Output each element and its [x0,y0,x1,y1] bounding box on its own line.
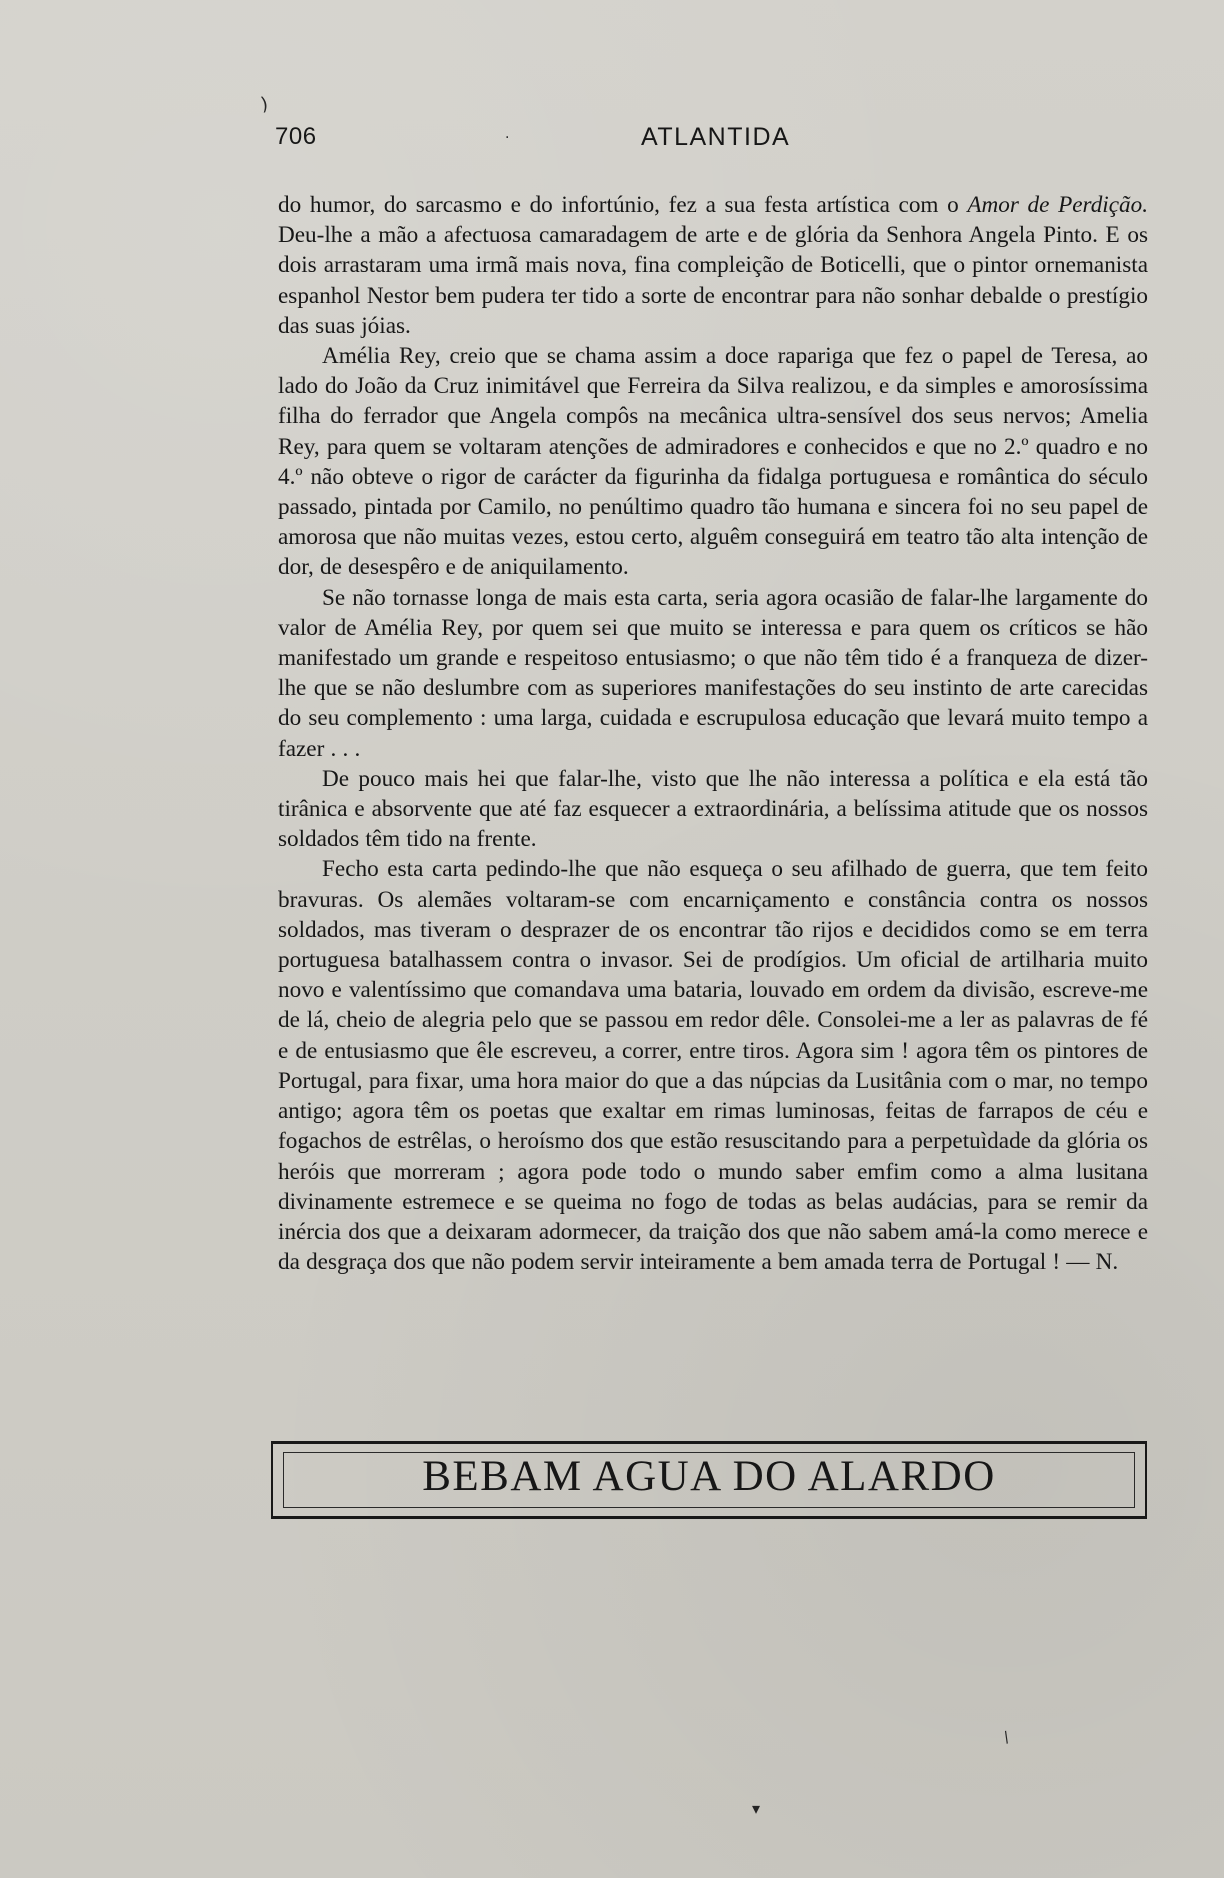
paragraph-3: Se não tornasse longa de mais esta carta, seria agora ocasião de falar-lhe largamente do valor de Amélia Rey, por quem sei que muito se interessa e para quem os críticos se hão manifestado um grande e respeitoso entusiasmo; o que não têm tido é a franqueza de dizer-lhe que se não deslumbre com as superiores manifestações do seu instinto de arte carecidas do seu complemento : uma larga, cuidada e escrupulosa educação que levará muito tempo a fazer . . . [278,584,1148,762]
advertisement-box [271,1441,1147,1519]
paragraph-1 [278,190,1148,341]
ink-speck-mark: · [505,130,510,146]
page-number: 706 [275,123,317,150]
work-title-italic: Amor de Perdição. [967,192,1148,218]
article-body [278,190,1148,1277]
advertisement-text: BEBAM AGUA DO ALARDO [422,1453,996,1500]
paragraph-5: Fecho esta carta pedindo-lhe que não esqueça o seu afilhado de guerra, que tem feito bravuras. Os alemães voltaram-se com encarniçamento e constância contra os nossos soldados, mas tiveram o desprazer de os encontrar tão rijos e decididos como se em terra portuguesa batalhassem contra o invasor. Sei de prodígios. Um oficial de artilharia muito novo e valentíssimo que comandava uma bataria, louvado em ordem da divisão, escreve-me de lá, cheio de alegria pelo que se passou em redor dêle. Consolei-me a ler as palavras de fé e de entusiasmo que êle escreveu, a correr, entre tiros. Agora sim ! agora têm os pintores de Portugal, para fixar, uma hora maior do que a das núpcias da Lusitânia com o mar, no tempo antigo; agora têm os poetas que exaltar em rimas luminosas, feitas de farrapos de céu e fogachos de estrêlas, o heroísmo dos que estão resuscitando para a perpetuìdade da glória os heróis que morreram ; agora pode todo o mundo saber emfim como a alma lusitana divinamente estremece e se queima no fogo de todas as belas audácias, para se remir da inércia dos que a deixaram adormecer, da traição dos que não sabem amá-la como merece e da desgraça dos que não podem servir inteiramente a bem amada terra de Portugal ! — N. [278,856,1148,1276]
paragraph-4: De pouco mais hei que falar-lhe, visto que lhe não interessa a política e ela está tão tirânica e absorvente que até faz esquecer a extraordinária, a belíssima atitude que os nossos soldados têm tido na frente. [278,765,1148,853]
ink-speck-mark: ▾ [752,1799,761,1818]
paragraph-2: Amélia Rey, creio que se chama assim a doce rapariga que fez o papel de Teresa, ao lado do João da Cruz inimitável que Ferreira da Silva realizou, e da simples e amorosíssima filha do ferrador que Angela compôs na mecânica ultra-sensível dos seus nervos; Amelia Rey, para quem se voltaram atenções de admiradores e conhecidos e que no 2.º quadro e no 4.º não obteve o rigor de carácter da figurinha da fidalga portuguesa e romântica do século passado, pintada por Camilo, no penúltimo quadro tão humana e sincera foi no seu papel de amorosa que não muitas vezes, estou certo, alguêm conseguirá em teatro tão alta intenção de dor, de desespêro e de aniquilamento. [278,343,1148,581]
page-header [275,123,1145,155]
ink-speck-mark: ) [259,93,270,116]
paragraph-1-end: Deu-lhe a mão a afectuosa camaradagem de arte e de glória da Senhora Angela Pinto. E os dois arrastaram uma irmã mais nova, fina compleição de Boticelli, que o pintor ornemanista espanhol Nestor bem pudera ter tido a sorte de encontrar para não sonhar debalde o prestígio das suas jóias. [278,222,1148,339]
paragraph-1-start: do humor, do sarcasmo e do infortúnio, fez a sua festa artística com o [278,192,959,218]
journal-title: ATLANTIDA [641,123,791,151]
ink-speck-mark: / [1000,1727,1013,1747]
